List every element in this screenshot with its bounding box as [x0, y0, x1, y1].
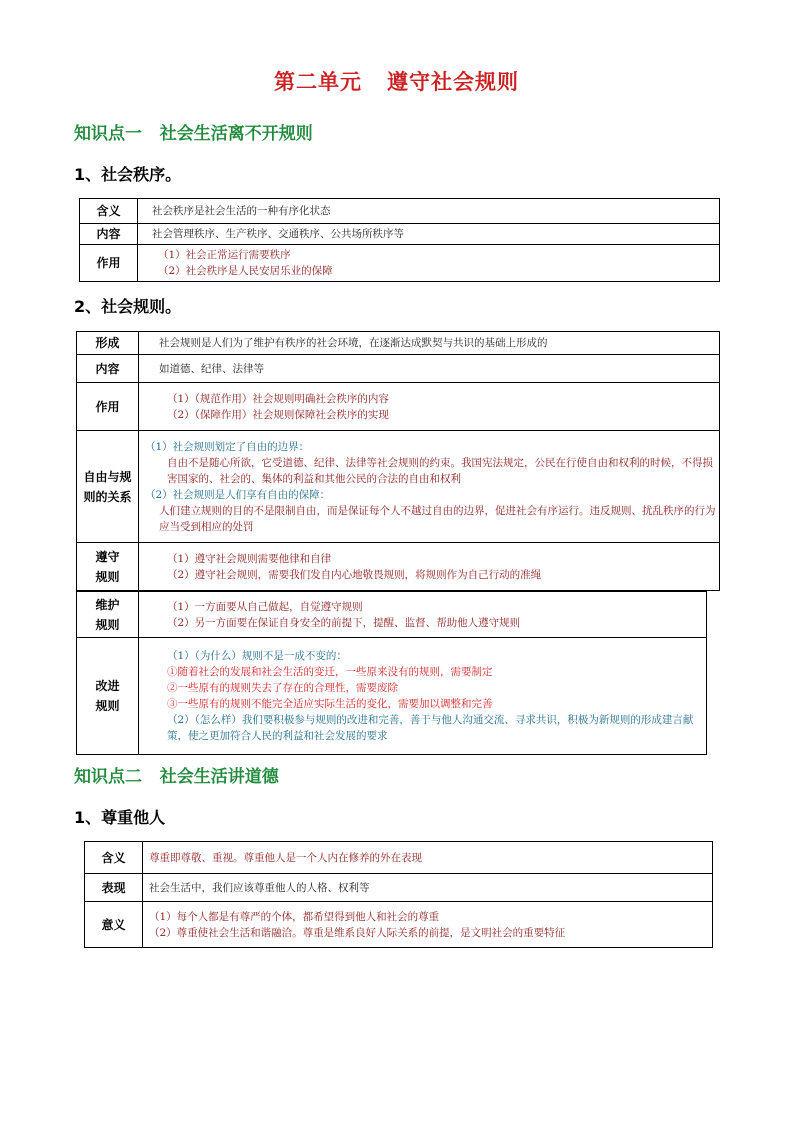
subsection-heading-respect: 1、尊重他人	[74, 808, 166, 827]
row-content	[139, 431, 720, 543]
table-row	[85, 842, 713, 874]
table-row	[80, 245, 720, 282]
row-content	[139, 543, 720, 591]
row-label: 表现	[85, 874, 143, 902]
table-row	[85, 874, 713, 902]
row-label: 含义	[85, 842, 143, 874]
row-content	[138, 199, 720, 224]
content-line: （1）每个人都是有尊严的个体，都希望得到他人和社会的尊重	[149, 910, 440, 923]
subsection-heading-rules: 2、社会规则。	[74, 297, 182, 316]
content-line: 社会秩序是社会生活的一种有序化状态	[152, 205, 331, 217]
content-paragraph: （2）（怎么样）我们要积极参与规则的改进和完善，善于与他人沟通交流、寻求共识，积极为新规则的形成建言献策，使之更加符合人民的利益和社会发展的要求	[167, 714, 694, 742]
table-row	[80, 199, 720, 224]
table-row	[77, 431, 720, 543]
row-content	[143, 874, 713, 902]
content-line: （1）遵守社会规则需要他律和自律	[167, 552, 332, 565]
row-label	[77, 592, 139, 638]
social-order-table	[79, 198, 720, 282]
content-line: 社会规则是人们为了维护有秩序的社会环境，在逐渐达成默契与共识的基础上形成的	[159, 337, 548, 349]
table-row	[77, 638, 707, 755]
content-line: （1）（规范作用）社会规则明确社会秩序的内容	[167, 392, 389, 405]
content-line: （1）社会规则划定了自由的边界：	[145, 440, 310, 453]
table-row	[77, 383, 720, 431]
content-line: 尊重即尊敬、重视。尊重他人是一个人内在修养的外在表现	[149, 851, 422, 864]
row-label: 意义	[85, 902, 143, 948]
row-label: 形成	[77, 332, 139, 355]
row-label-line: 规则	[95, 569, 120, 584]
row-label	[77, 638, 139, 755]
row-content	[139, 355, 720, 383]
document-title: 第二单元 遵守社会规则	[274, 70, 519, 94]
row-label-line: 规则	[95, 699, 120, 713]
content-line: （2）遵守社会规则，需要我们发自内心地敬畏规则，将规则作为自己行动的准绳	[167, 568, 542, 581]
content-line: 社会管理秩序、生产秩序、交通秩序、公共场所秩序等	[152, 228, 404, 240]
row-label	[77, 543, 139, 591]
respect-others-table	[84, 841, 713, 948]
content-line: （2）另一方面要在保证自身安全的前提下，提醒、监督、帮助他人遵守规则	[167, 616, 521, 629]
content-line: ①随着社会的发展和社会生活的变迁，一些原来没有的规则，需要制定	[167, 666, 493, 678]
content-line: （1）（为什么）规则不是一成不变的：	[167, 650, 347, 662]
row-label: 内容	[77, 355, 139, 383]
table-row	[77, 332, 720, 355]
row-label-line: 则的关系	[83, 489, 132, 504]
row-content	[143, 902, 713, 948]
row-label: 内容	[80, 224, 138, 245]
table-row	[77, 355, 720, 383]
row-label-line: 改进	[95, 679, 120, 693]
row-label	[77, 431, 139, 543]
table-row	[85, 902, 713, 948]
row-content	[139, 383, 720, 431]
subsection-heading-order: 1、社会秩序。	[74, 165, 182, 184]
row-label-line: 遵守	[95, 549, 120, 564]
content-line: （2）（保障作用）社会规则保障社会秩序的实现	[167, 408, 389, 421]
row-label: 含义	[80, 199, 138, 224]
social-rules-table-continued	[76, 591, 707, 755]
content-line: ③一些原有的规则不能完全适应实际生活的变化，需要加以调整和完善	[167, 698, 493, 710]
content-line: 如道德、纪律、法律等	[159, 362, 264, 375]
table-row	[77, 592, 707, 638]
row-content	[139, 638, 707, 755]
row-content	[139, 592, 707, 638]
section-heading-1: 知识点一 社会生活离不开规则	[74, 124, 313, 144]
content-line: （2）社会规则是人们享有自由的保障：	[145, 488, 331, 501]
row-content	[138, 245, 720, 282]
section-heading-2: 知识点二 社会生活讲道德	[74, 767, 279, 787]
row-content	[138, 224, 720, 245]
content-line: ②一些原有的规则失去了存在的合理性，需要废除	[167, 682, 398, 694]
social-rules-table	[76, 331, 720, 591]
row-label-line: 规则	[95, 617, 120, 632]
row-label: 作用	[77, 383, 139, 431]
row-label-line: 维护	[95, 597, 120, 612]
content-line: （1）一方面要从自己做起，自觉遵守规则	[167, 600, 363, 613]
row-content	[139, 332, 720, 355]
content-line: （2）尊重使社会生活和谐融洽。尊重是维系良好人际关系的前提，是文明社会的重要特征	[149, 926, 566, 939]
table-row	[77, 543, 720, 591]
content-paragraph: 人们建立规则的目的不是限制自由，而是保证每个人不越过自由的边界，促进社会有序运行。违反规则、扰乱秩序的行为应当受到相应的处罚	[159, 504, 716, 533]
row-content	[143, 842, 713, 874]
table-row	[80, 224, 720, 245]
content-line: 社会生活中，我们应该尊重他人的人格、权利等	[149, 881, 370, 894]
row-label: 作用	[80, 245, 138, 282]
row-label-line: 自由与规	[83, 469, 132, 484]
content-line: （1）社会正常运行需要秩序	[158, 249, 291, 261]
content-line: （2）社会秩序是人民安居乐业的保障	[158, 265, 333, 277]
content-paragraph: 自由不是随心所欲，它受道德、纪律、法律等社会规则的约束。我国宪法规定，公民在行使自由和权利的时候，不得损害国家的、社会的、集体的利益和其他公民的合法的自由和权利	[167, 456, 713, 485]
